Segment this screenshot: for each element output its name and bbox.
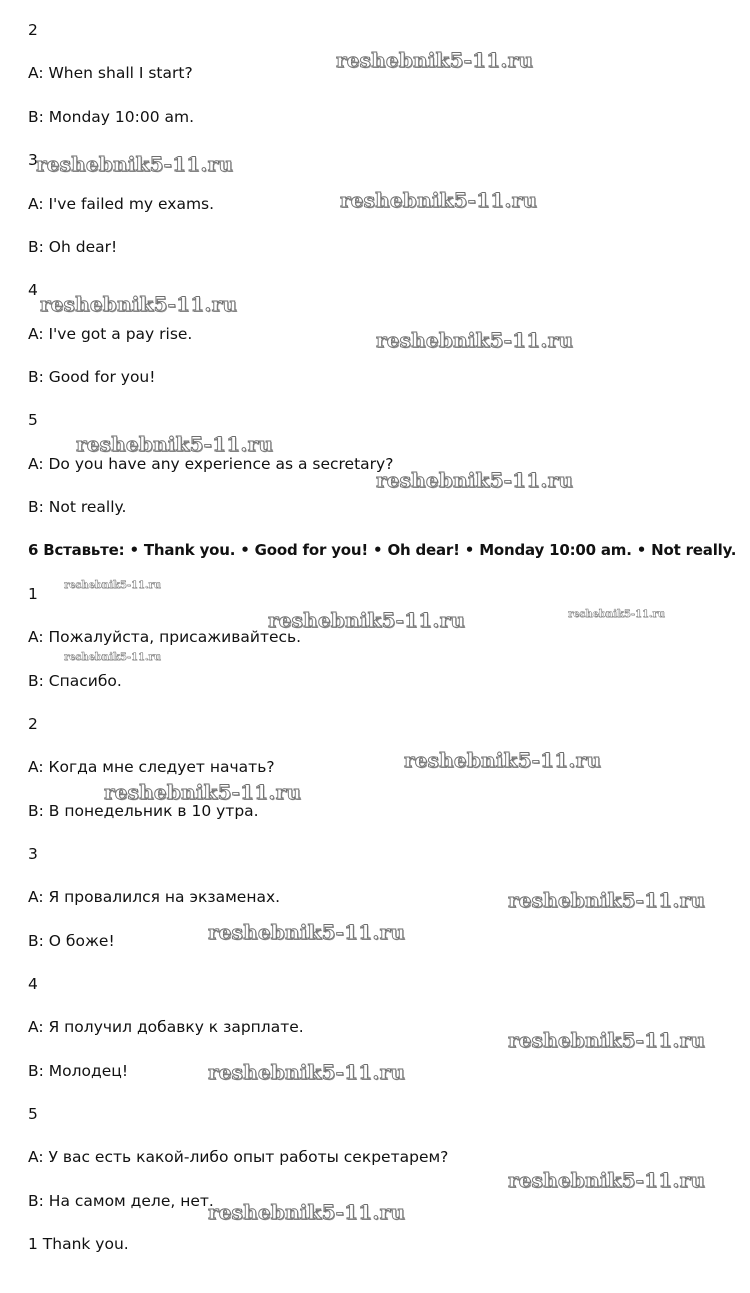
watermark: reshebnik5-11.ru	[64, 652, 161, 663]
dialogue-line-a: A: I've failed my exams.	[28, 195, 215, 213]
dialogue-line-b: B: О боже!	[28, 932, 115, 950]
watermark: reshebnik5-11.ru	[336, 48, 534, 72]
exercise-number: 1	[28, 585, 38, 603]
watermark: reshebnik5-11.ru	[268, 608, 466, 632]
exercise-number: 2	[28, 21, 38, 39]
exercise-number: 3	[28, 845, 38, 863]
watermark: reshebnik5-11.ru	[376, 328, 574, 352]
exercise-number: 5	[28, 1105, 38, 1123]
dialogue-line-b: B: Good for you!	[28, 368, 156, 386]
dialogue-line-b: B: На самом деле, нет.	[28, 1192, 214, 1210]
watermark: reshebnik5-11.ru	[208, 1200, 406, 1224]
watermark: reshebnik5-11.ru	[208, 1060, 406, 1084]
answer-line: 1 Thank you.	[28, 1235, 129, 1253]
dialogue-line-a: A: Do you have any experience as a secretary?	[28, 455, 394, 473]
dialogue-line-a: A: I've got a pay rise.	[28, 325, 193, 343]
watermark: reshebnik5-11.ru	[568, 609, 665, 620]
dialogue-line-a: A: Я провалился на экзаменах.	[28, 888, 281, 906]
task-heading: 6 Вставьте: • Thank you. • Good for you! • Oh dear! • Monday 10:00 am. • Not really.	[28, 541, 737, 559]
dialogue-line-a: A: Когда мне следует начать?	[28, 758, 275, 776]
exercise-number: 5	[28, 411, 38, 429]
watermark: reshebnik5-11.ru	[40, 292, 238, 316]
watermark: reshebnik5-11.ru	[508, 1028, 706, 1052]
watermark: reshebnik5-11.ru	[376, 468, 574, 492]
exercise-number: 3	[28, 151, 38, 169]
dialogue-line-a: A: Я получил добавку к зарплате.	[28, 1018, 304, 1036]
dialogue-line-b: B: В понедельник в 10 утра.	[28, 802, 259, 820]
dialogue-line-a: A: When shall I start?	[28, 64, 193, 82]
dialogue-line-b: B: Oh dear!	[28, 238, 118, 256]
watermark: reshebnik5-11.ru	[36, 152, 234, 176]
watermark: reshebnik5-11.ru	[508, 1168, 706, 1192]
watermark: reshebnik5-11.ru	[64, 580, 161, 591]
watermark: reshebnik5-11.ru	[76, 432, 274, 456]
watermark: reshebnik5-11.ru	[340, 188, 538, 212]
dialogue-line-a: A: Пожалуйста, присаживайтесь.	[28, 628, 302, 646]
watermark: reshebnik5-11.ru	[508, 888, 706, 912]
watermark: reshebnik5-11.ru	[208, 920, 406, 944]
exercise-number: 4	[28, 975, 38, 993]
watermark: reshebnik5-11.ru	[104, 780, 302, 804]
dialogue-line-a: A: У вас есть какой-либо опыт работы секретарем?	[28, 1148, 449, 1166]
dialogue-line-b: B: Молодец!	[28, 1062, 129, 1080]
dialogue-line-b: B: Спасибо.	[28, 672, 122, 690]
dialogue-line-b: B: Not really.	[28, 498, 127, 516]
dialogue-line-b: B: Monday 10:00 am.	[28, 108, 195, 126]
exercise-number: 2	[28, 715, 38, 733]
exercise-number: 4	[28, 281, 38, 299]
watermark: reshebnik5-11.ru	[404, 748, 602, 772]
